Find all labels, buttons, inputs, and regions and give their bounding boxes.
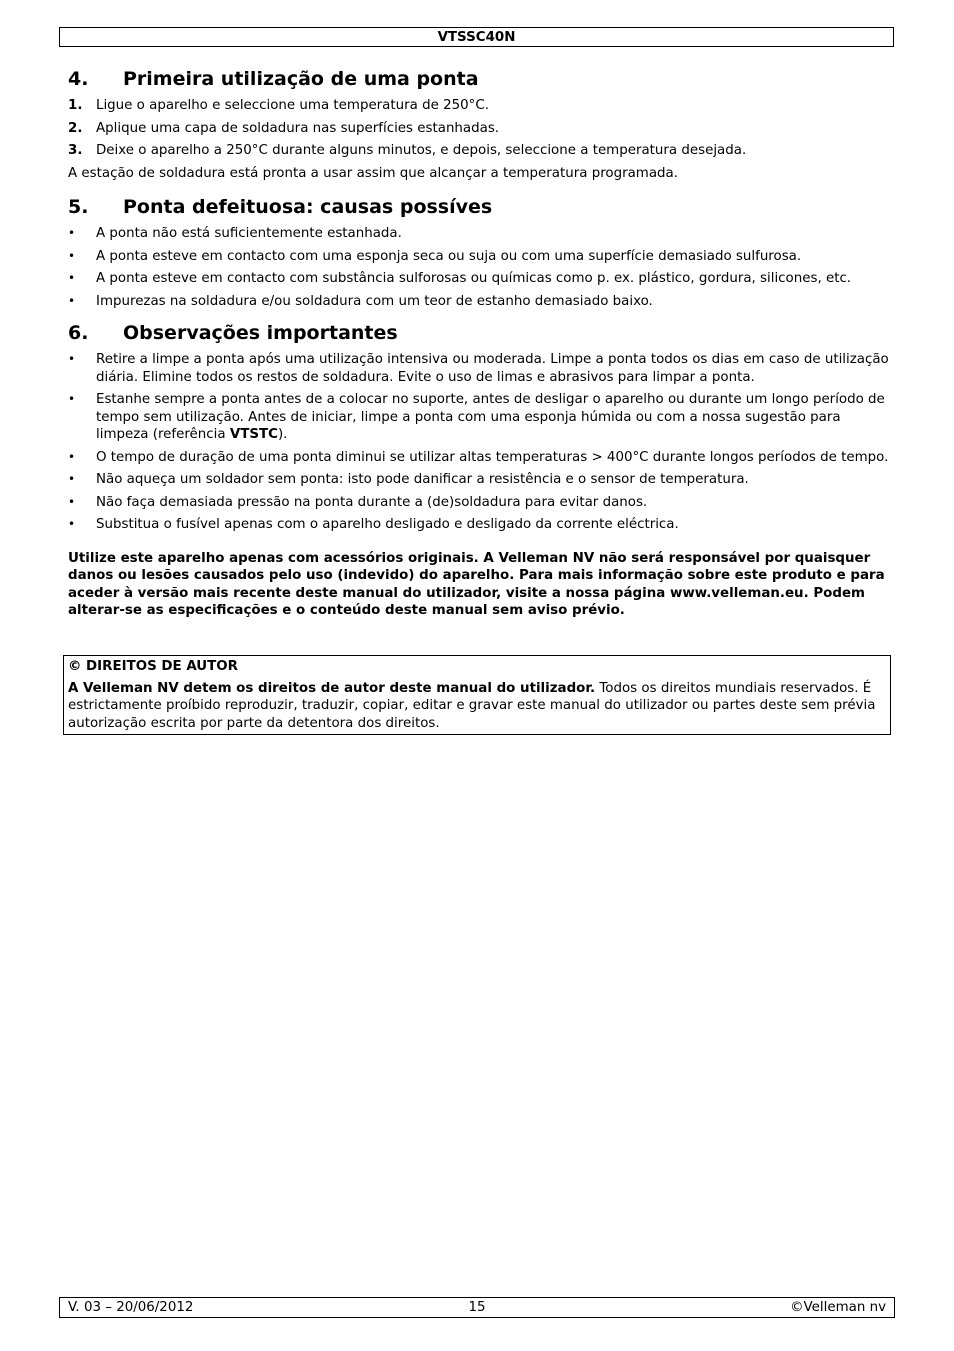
section-title: Ponta defeituosa: causas possíves xyxy=(123,196,493,218)
page-footer xyxy=(59,1297,895,1318)
list-item xyxy=(68,494,890,512)
bullet-icon: • xyxy=(68,352,76,366)
bullet-icon: • xyxy=(68,517,76,531)
section-heading xyxy=(68,194,890,220)
bullet-icon: • xyxy=(68,226,76,240)
list-item xyxy=(68,97,890,115)
bullet-text-part: Estanhe sempre a ponta antes de a colocar no suporte, antes de desligar o aparelho ou durante um longo período de tempo sem utilização. Antes de iniciar, limpe a ponta com uma esponja húmida ou com a nossa sugestão para limpeza (referência xyxy=(96,392,885,442)
step-text: Deixe o aparelho a 250°C durante alguns minutos, e depois, seleccione a temperatura desejada. xyxy=(96,143,747,158)
step-number: 3. xyxy=(68,143,83,158)
list-item xyxy=(68,449,890,467)
bullet-list xyxy=(68,225,890,310)
section-heading xyxy=(68,66,890,92)
copyright-lead: A Velleman NV detem os direitos de autor deste manual do utilizador. xyxy=(68,680,596,696)
section-number: 4. xyxy=(68,68,89,90)
bullet-icon: • xyxy=(68,293,76,308)
bullet-text: Não aqueça um soldador sem ponta: isto pode danificar a resistência e o sensor de temperatura. xyxy=(96,472,749,487)
bullet-list xyxy=(68,351,890,534)
bullet-text: A ponta esteve em contacto com uma esponja seca ou suja ou com uma superfície demasiado sulfurosa. xyxy=(96,248,802,264)
list-item xyxy=(68,142,890,160)
footer-page-number: 15 xyxy=(468,1300,486,1315)
bullet-text: Substitua o fusível apenas com o aparelho desligado e desligado da corrente eléctrica. xyxy=(96,517,679,532)
bullet-text: A ponta não está suficientemente estanhada. xyxy=(96,226,402,241)
section-defective-tip xyxy=(68,194,890,310)
list-item xyxy=(68,293,890,311)
step-number: 1. xyxy=(68,98,83,113)
list-item xyxy=(68,471,890,489)
header-model: VTSSC40N xyxy=(437,30,516,45)
list-item xyxy=(68,391,890,444)
bullet-icon: • xyxy=(68,248,76,263)
copyright-body: Todos os direitos mundiais reservados. É estrictamente proíbido reproduzir, traduzir, copiar, editar e gravar este manual do utilizador ou partes deste sem prévia autorização escrita por parte da detentora dos direitos. xyxy=(68,680,876,731)
bullet-text: A ponta esteve em contacto com substância sulforosas ou químicas como p. ex. plástico, gordura, silicones, etc. xyxy=(96,271,852,286)
section-number: 5. xyxy=(68,196,89,218)
footer-copyright: ©Velleman nv xyxy=(790,1300,886,1315)
bullet-text: Impurezas na soldadura e/ou soldadura com um teor de estanho demasiado baixo. xyxy=(96,293,653,309)
product-reference: VTSTC xyxy=(229,427,278,442)
section-heading xyxy=(68,320,890,346)
list-item xyxy=(68,270,890,288)
list-item xyxy=(68,351,890,386)
step-text: Ligue o aparelho e seleccione uma temperatura de 250°C. xyxy=(96,98,489,113)
footer-version: V. 03 – 20/06/2012 xyxy=(68,1300,194,1315)
list-item xyxy=(68,225,890,243)
section-title: Primeira utilização de uma ponta xyxy=(123,68,479,90)
bullet-text-part: ). xyxy=(277,427,288,442)
bullet-text: O tempo de duração de uma ponta diminui se utilizar altas temperaturas > 400°C durante longos períodos de tempo. xyxy=(96,449,889,465)
bullet-text: Não faça demasiada pressão na ponta durante a (de)soldadura para evitar danos. xyxy=(96,494,648,510)
bullet-icon: • xyxy=(68,449,76,464)
copyright-title: © DIREITOS DE AUTOR xyxy=(68,659,238,674)
bullet-icon: • xyxy=(68,392,76,406)
steps-list xyxy=(68,97,890,160)
step-number: 2. xyxy=(68,120,83,136)
list-item xyxy=(68,248,890,266)
bullet-text: Retire a limpe a ponta após uma utilização intensiva ou moderada. Limpe a ponta todos os dias em caso de utilização diária. Elimine todos os restos de soldadura. Evite o uso de limas e abrasivos para limpar a ponta. xyxy=(96,352,889,385)
legal-notice: Utilize este aparelho apenas com acessórios originais. A Velleman NV não será responsável por quaisquer danos ou lesões causados pelo uso (indevido) do aparelho. Para mais informação sobre este produto e para aceder à versão mais recente deste manual do utilizador, visite a nossa página www.velleman.eu. Podem alterar-se as especificações e o conteúdo deste manual sem aviso prévio. xyxy=(68,550,885,618)
bullet-icon: • xyxy=(68,494,76,509)
page-content xyxy=(68,66,890,620)
section-important-notes xyxy=(68,320,890,534)
section-note: A estação de soldadura está pronta a usar assim que alcançar a temperatura programada. xyxy=(68,165,679,181)
copyright-box xyxy=(63,655,891,735)
bullet-text xyxy=(96,391,890,444)
section-title: Observações importantes xyxy=(123,322,398,344)
page-header xyxy=(59,27,894,47)
list-item xyxy=(68,516,890,534)
list-item xyxy=(68,120,890,138)
step-text: Aplique uma capa de soldadura nas superfícies estanhadas. xyxy=(96,120,500,136)
bullet-icon: • xyxy=(68,472,76,486)
bullet-icon: • xyxy=(68,271,76,285)
section-first-use xyxy=(68,66,890,182)
copyright-text xyxy=(68,680,886,733)
section-number: 6. xyxy=(68,322,89,344)
